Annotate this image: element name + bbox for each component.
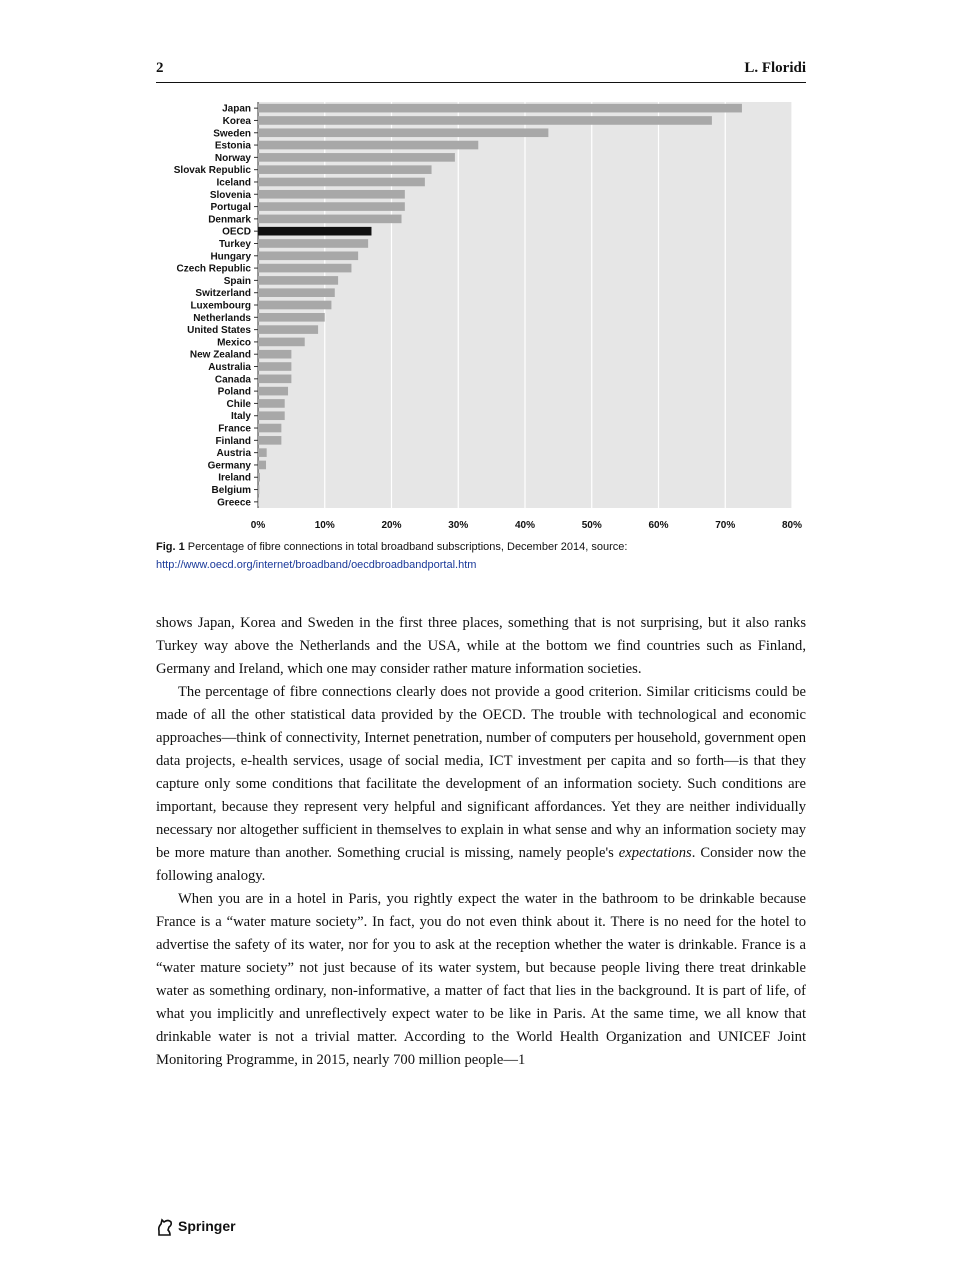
category-label: New Zealand [189, 349, 251, 361]
x-tick-label: 40% [514, 520, 536, 531]
fibre-connections-chart [140, 96, 810, 536]
figure-caption-text: Percentage of fibre connections in total broadband subscriptions, December 2014, source: [187, 541, 628, 553]
oecd-source-link[interactable]: http://www.oecd.org/internet/broadband/oecdbroadbandportal.htm [156, 559, 477, 571]
bar-netherlands [258, 313, 325, 322]
running-author: L. Floridi [744, 60, 806, 76]
header-rule [156, 82, 806, 83]
category-label: OECD [222, 226, 251, 238]
category-label: Ireland [218, 472, 251, 484]
bar-belgium [258, 485, 259, 494]
category-label: Netherlands [193, 312, 251, 324]
category-label: Chile [226, 398, 251, 410]
paragraph-2-tail: . Consider now the following analogy. [156, 845, 806, 884]
category-label: Mexico [217, 337, 251, 349]
paragraph-2 [156, 681, 806, 888]
category-label: Norway [214, 152, 251, 164]
bar-poland [258, 387, 288, 396]
bar-portugal [258, 202, 405, 211]
category-label: Poland [217, 386, 251, 398]
x-tick-label: 20% [381, 520, 402, 531]
x-tick-label: 0% [250, 520, 266, 531]
category-label: Czech Republic [176, 263, 251, 275]
category-label: Estonia [214, 140, 251, 152]
category-label: Denmark [208, 214, 251, 226]
category-label: Greece [217, 497, 251, 509]
category-label: Australia [208, 362, 251, 374]
bar-spain [258, 276, 338, 285]
paragraph-2-text: The percentage of fibre connections clearly does not provide a good criterion. Similar criticisms could be made of all the other statistical data provided by the OECD. The trouble with technological and economic approaches—think of connectivity, Internet penetration, number of computers per household, government open data projects, e-health services, usage of social media, ICT investment per capita and so forth—is that they capture only some conditions that facilitate the development of an information society. Such conditions are important, because they represent very helpful and significant affordances. Yet they are neither individually necessary nor altogether sufficient in themselves to explain in what sense and why an information society may be more mature than another. Something crucial is missing, namely people's [156, 684, 806, 861]
category-label: Slovak Republic [173, 165, 251, 177]
category-label: Slovenia [209, 189, 251, 201]
bar-luxembourg [258, 301, 331, 310]
bar-mexico [258, 338, 305, 347]
page-number: 2 [156, 60, 164, 76]
bar-germany [258, 461, 266, 470]
category-label: Belgium [211, 485, 251, 497]
bar-canada [258, 375, 291, 384]
bar-ireland [258, 473, 260, 482]
bar-denmark [258, 215, 402, 224]
x-tick-label: 10% [314, 520, 335, 531]
body-text [156, 612, 806, 1072]
bar-hungary [258, 251, 358, 260]
springer-knight-icon [156, 1216, 174, 1236]
publisher-footer [156, 1214, 236, 1238]
bar-united-states [258, 325, 318, 334]
x-tick-label: 80% [781, 520, 803, 531]
bar-switzerland [258, 288, 335, 297]
paragraph-3 [156, 888, 806, 1072]
category-label: Austria [216, 448, 251, 460]
category-label: Japan [222, 103, 251, 115]
paragraph-3-text: When you are in a hotel in Paris, you rightly expect the water in the bathroom to be drinkable because France is a “water mature society”. In fact, you do not even think about it. There is no need for the hotel to advertise the safety of its water, nor for you to ask at the reception whether the water is drinkable. France is a “water mature society” not just because of its water system, but because people living there treat drinkable water as something ordinary, non-informative, a matter of fact that lies in the background. It is part of life, of what you implicitly and unreflectively expect water to be like in Paris. At the same time, we all know that drinkable water is not a trivial matter. According to the World Health Organization and UNICEF Joint Monitoring Programme, in 2015, nearly 700 million people—1 [156, 891, 806, 1068]
x-tick-label: 50% [581, 520, 602, 531]
category-label: Iceland [216, 177, 251, 189]
publisher-name: Springer [178, 1218, 236, 1234]
category-label: France [218, 423, 251, 435]
category-label: Germany [207, 460, 251, 472]
category-label: Spain [223, 275, 251, 287]
expectations-emphasis: expectations [618, 845, 692, 861]
bar-turkey [258, 239, 368, 248]
bar-italy [258, 411, 285, 420]
bar-korea [258, 116, 712, 125]
category-label: Turkey [218, 238, 251, 250]
running-head [156, 58, 806, 80]
x-tick-label: 30% [448, 520, 469, 531]
bar-slovenia [258, 190, 405, 199]
figure-caption [156, 538, 806, 574]
category-label: United States [187, 325, 251, 337]
category-label: Italy [230, 411, 251, 423]
category-label: Switzerland [195, 288, 251, 300]
bar-chile [258, 399, 285, 408]
category-label: Portugal [210, 202, 251, 214]
bar-finland [258, 436, 281, 445]
bar-new-zealand [258, 350, 291, 359]
x-tick-label: 70% [715, 520, 736, 531]
category-label: Korea [222, 115, 251, 127]
paragraph-1-text: shows Japan, Korea and Sweden in the first three places, something that is not surprising, but it also ranks Turkey way above the Netherlands and the USA, while at the bottom we find countries such as Finland, Germany and Ireland, which one may consider rather mature information societies. [156, 615, 806, 677]
bar-oecd [258, 227, 371, 236]
category-label: Sweden [213, 128, 251, 140]
bar-estonia [258, 141, 478, 150]
x-tick-label: 60% [648, 520, 669, 531]
bar-iceland [258, 178, 425, 187]
bar-czech-republic [258, 264, 351, 273]
bar-sweden [258, 128, 548, 137]
bar-greece [258, 498, 259, 507]
bar-norway [258, 153, 455, 162]
category-label: Canada [214, 374, 251, 386]
bar-austria [258, 448, 267, 457]
bar-france [258, 424, 281, 433]
bar-australia [258, 362, 291, 371]
bar-japan [258, 104, 742, 113]
category-label: Finland [215, 435, 251, 447]
paragraph-1 [156, 612, 806, 681]
bar-slovak-republic [258, 165, 432, 174]
category-label: Luxembourg [190, 300, 251, 312]
figure-label: Fig. 1 [156, 541, 185, 553]
category-label: Hungary [210, 251, 251, 263]
